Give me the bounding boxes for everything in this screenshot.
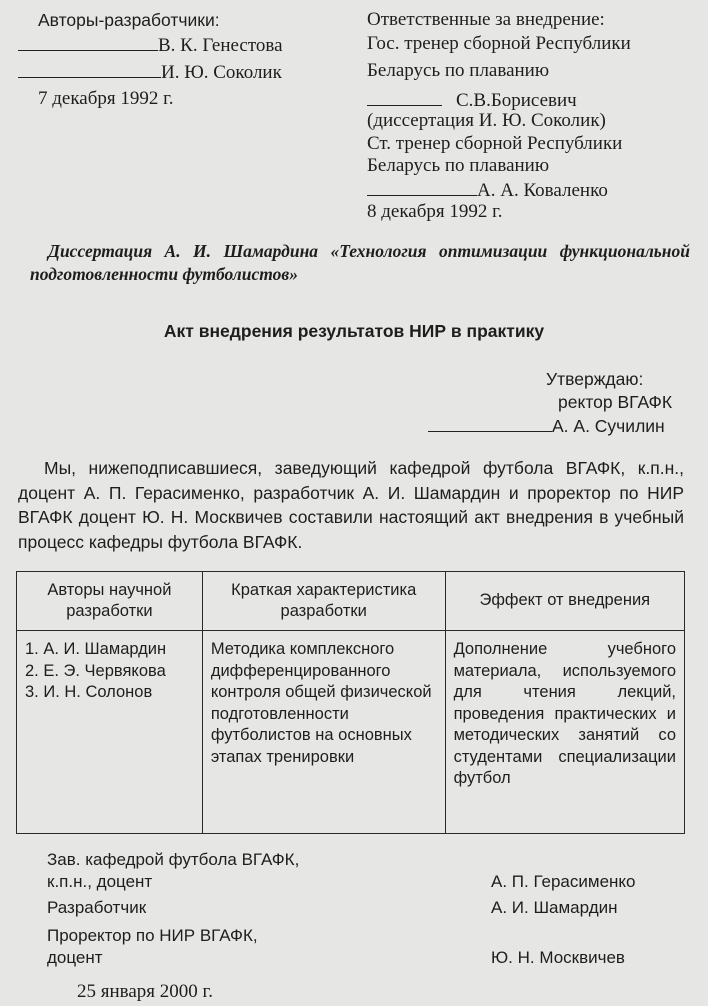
author-item: 3. И. Н. Солонов [25,683,153,701]
responsible-name: А. А. Коваленко [477,180,608,201]
signature-date: 25 января 2000 г. [77,981,213,1002]
dissertation-title: Диссертация А. И. Шамардина «Технология оптимизации функциональной подготовленности футболистов» [30,241,690,284]
act-title: Акт внедрения результатов НИР в практику [163,321,545,341]
responsible-line: Ст. тренер сборной Республики [367,133,623,154]
table-row [17,631,685,834]
signer-name: А. П. Герасименко [491,872,636,891]
approve-label: Утверждаю: [546,369,644,389]
author-name: И. Ю. Соколик [161,62,282,83]
author-name: В. К. Генестова [158,35,283,56]
approve-position: ректор ВГАФК [558,392,673,412]
signature-blank [18,33,158,51]
authors-date: 7 декабря 1992 г. [38,88,174,109]
author-signature-line [18,33,283,57]
body-paragraph: Мы, нижеподписавшиеся, заведующий кафедрой футбола ВГАФК, к.п.н., доцент А. П. Герасименко, разработчик А. И. Шамардин и проректор по НИР ВГАФК доцент Ю. Н. Москвичев составили настоящий акт внедрения в учебный процесс кафедры футбола ВГАФК. [18,458,684,552]
table-header-cell: Краткая характеристика разработки [202,572,445,631]
signature-blank [18,60,161,78]
signer-title: Зав. кафедрой футбола ВГАФК, [47,850,300,869]
signature-blank [367,88,442,106]
approve-name: А. А. Сучилин [552,416,665,436]
author-signature-line [18,60,282,84]
signer-title: Разработчик [47,898,147,917]
signature-blank [428,414,552,432]
table-header-row [17,572,685,631]
responsible-line: Беларусь по плаванию [367,60,550,81]
results-table [16,571,685,834]
signer-title: к.п.н., доцент [47,872,153,891]
author-item: 1. А. И. Шамардин [25,640,167,658]
authors-cell [17,631,203,834]
responsible-signature-line [367,178,608,202]
signer-name: Ю. Н. Москвичев [491,948,625,967]
author-item: 2. Е. Э. Червякова [25,661,166,680]
characteristic-cell: Методика комплексного дифференцированного контроля общей физической подготовленности футболистов на основных этапах тренировки [202,631,445,834]
responsible-line: Гос. тренер сборной Республики [367,33,631,54]
responsible-line: Беларусь по плаванию [367,155,550,176]
table-header-cell: Авторы научной разработки [17,572,203,631]
responsible-note: (диссертация И. Ю. Соколик) [367,110,606,131]
responsible-date: 8 декабря 1992 г. [367,201,503,222]
table-header-cell: Эффект от внедрения [445,572,684,631]
signature-blank [367,178,477,196]
signer-title: доцент [47,948,103,967]
responsible-name: С.В.Борисевич [456,90,577,111]
responsible-heading: Ответственные за внедрение: [367,9,605,30]
authors-heading: Авторы-разработчики: [38,10,220,30]
effect-cell: Дополнение учебного материала, используемого для чтения лекций, проведения практических и методических занятий со студентами специализации футбол [445,631,684,834]
approve-signature-line [428,414,665,437]
signer-title: Проректор по НИР ВГАФК, [47,926,258,945]
responsible-signature-line [367,88,577,112]
signer-name: А. И. Шамардин [491,898,618,917]
